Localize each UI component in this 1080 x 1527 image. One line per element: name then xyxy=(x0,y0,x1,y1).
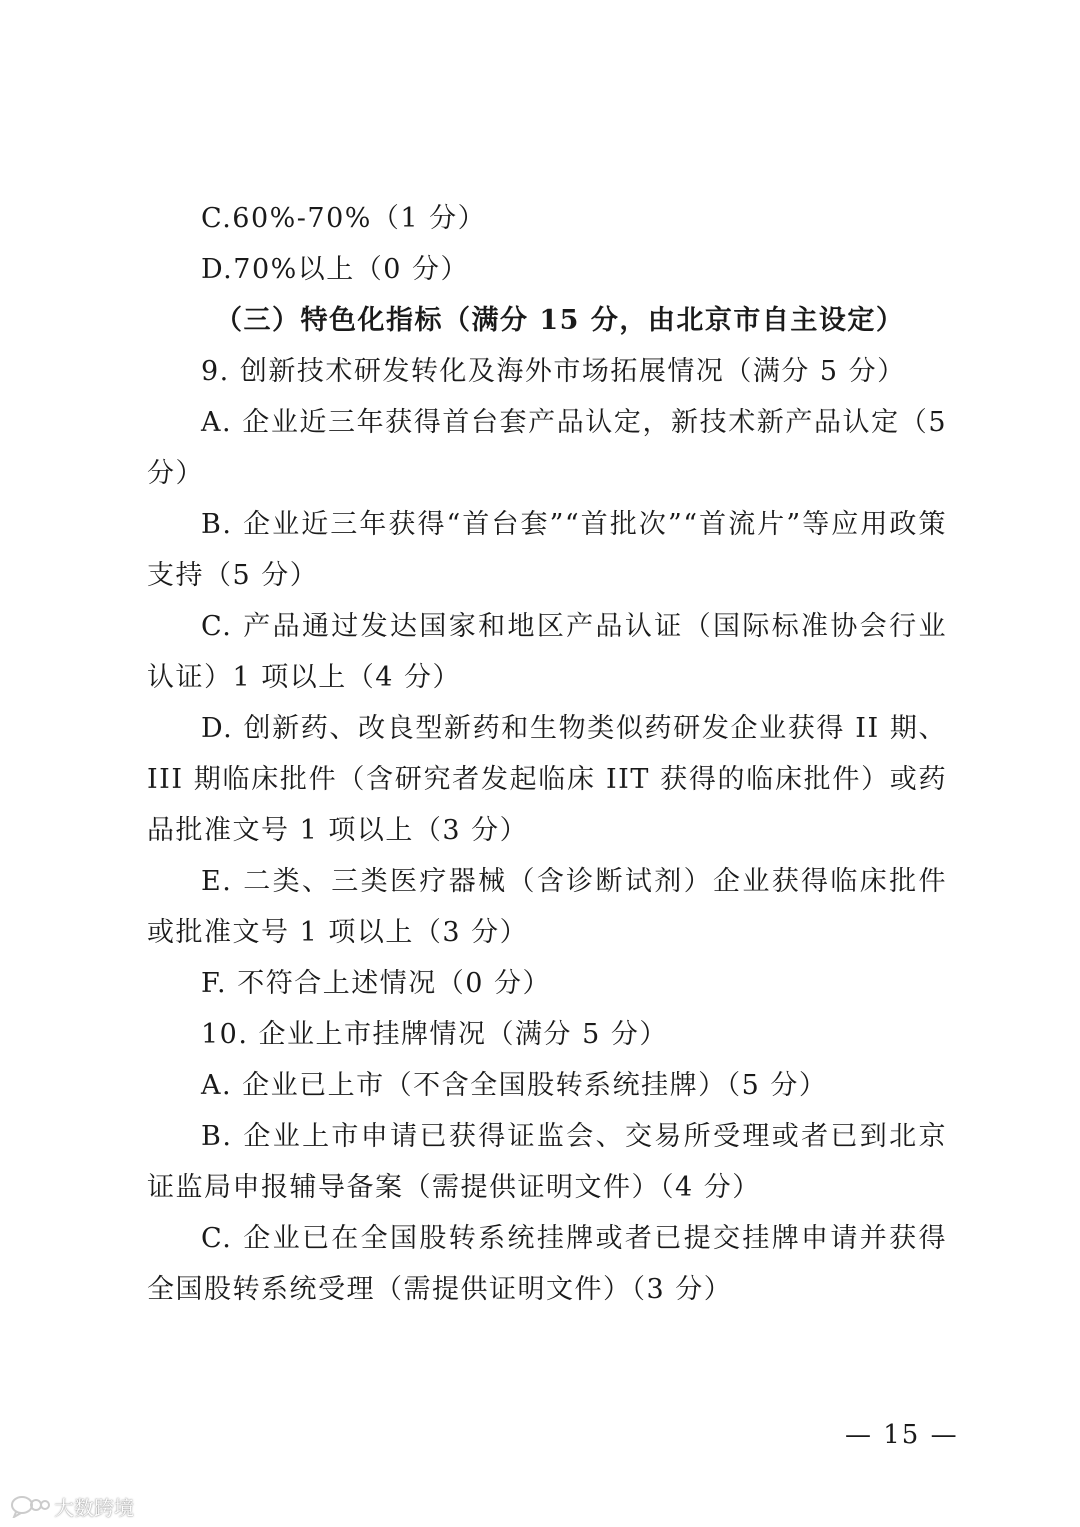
item-10-a: A. 企业已上市（不含全国股转系统挂牌）（5 分） xyxy=(201,1070,828,1101)
item-9-a: A. 企业近三年获得首台套产品认定，新技术新产品认定（5 分） xyxy=(147,407,947,489)
watermark xyxy=(10,1491,134,1521)
paragraph-d-70-plus: D.70%以上（0 分） xyxy=(201,254,470,285)
item-9-title: 9. 创新技术研发转化及海外市场拓展情况（满分 5 分） xyxy=(201,356,906,387)
watermark-text: 大数跨境 xyxy=(54,1495,134,1520)
item-9-f: F. 不符合上述情况（0 分） xyxy=(201,968,551,999)
item-10-c: C. 企业已在全国股转系统挂牌或者已提交挂牌申请并获得全国股转系统受理（需提供证明文件）（3 分） xyxy=(147,1223,947,1305)
item-9-c: C. 产品通过发达国家和地区产品认证（国际标准协会行业认证）1 项以上（4 分） xyxy=(147,611,947,693)
item-9-d: D. 创新药、改良型新药和生物类似药研发企业获得 II 期、III 期临床批件（含研究者发起临床 IIT 获得的临床批件）或药品批准文号 1 项以上（3 分） xyxy=(147,713,947,846)
document-body xyxy=(147,193,947,1315)
paragraph-c-60-70: C.60%-70%（1 分） xyxy=(201,203,487,234)
section-heading-3: （三）特色化指标（满分 15 分，由北京市自主设定） xyxy=(215,305,905,336)
item-9-b: B. 企业近三年获得“首台套”“首批次”“首流片”等应用政策支持（5 分） xyxy=(147,509,947,591)
item-9-e: E. 二类、三类医疗器械（含诊断试剂）企业获得临床批件或批准文号 1 项以上（3 分） xyxy=(147,866,947,948)
item-10-title: 10. 企业上市挂牌情况（满分 5 分） xyxy=(201,1019,668,1050)
item-10-b: B. 企业上市申请已获得证监会、交易所受理或者已到北京证监局申报辅导备案（需提供证明文件）（4 分） xyxy=(147,1121,947,1203)
chat-bubble-logo-icon xyxy=(10,1494,50,1518)
page-number: — 15 — xyxy=(845,1420,959,1450)
